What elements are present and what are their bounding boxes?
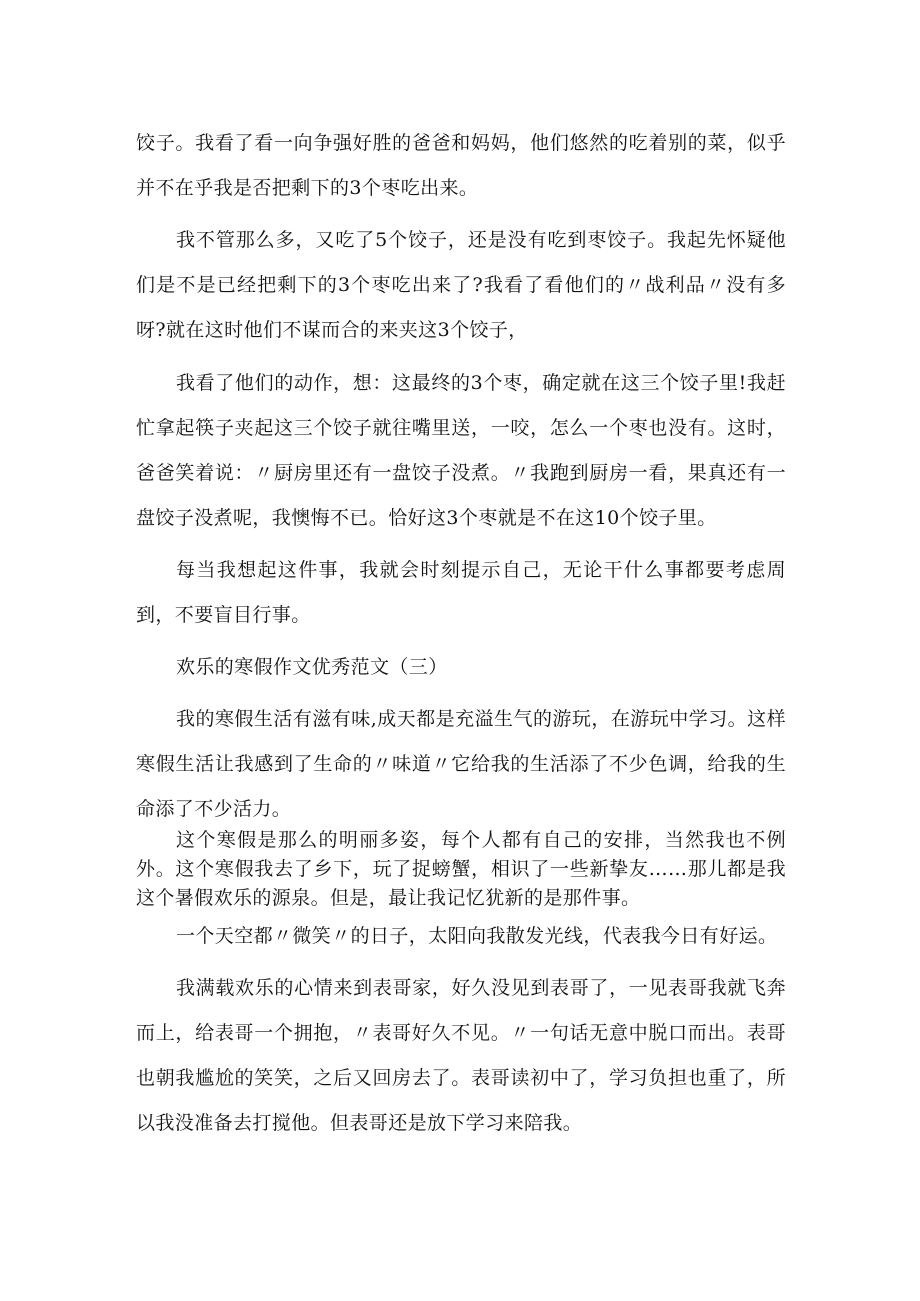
paragraph: 饺子。我看了看一向争强好胜的爸爸和妈妈，他们悠然的吃着别的菜，似乎并不在乎我是否把剩下的3个枣吃出来。	[136, 132, 786, 199]
paragraph: 我的寒假生活有滋有味,成天都是充溢生气的游玩，在游玩中学习。这样寒假生活让我感到了生命的〃味道〃它给我的生活添了不少色调，给我的生命添了不少活力。	[136, 708, 786, 820]
paragraph: 我满载欢乐的心情来到表哥家，好久没见到表哥了，一见表哥我就飞奔而上，给表哥一个拥抱，〃表哥好久不见。〃一句话无意中脱口而出。表哥也朝我尴尬的笑笑，之后又回房去了。表哥读初中了，学习负担也重了，所以我没准备去打搅他。但表哥还是放下学习来陪我。	[136, 977, 786, 1134]
section-title: 欢乐的寒假作文优秀范文（三）	[176, 656, 448, 678]
paragraph: 我看了他们的动作，想：这最终的3个枣，确定就在这三个饺子里!我赶忙拿起筷子夹起这三个饺子就往嘴里送，一咬，怎么一个枣也没有。这时，爸爸笑着说：〃厨房里还有一盘饺子没煮。〃我跑到厨房一看，果真还有一盘饺子没煮呢，我懊悔不已。恰好这3个枣就是不在这10个饺子里。	[136, 372, 786, 529]
paragraph: 我不管那么多，又吃了5个饺子，还是没有吃到枣饺子。我起先怀疑他们是不是已经把剩下的3个枣吃出来了?我看了看他们的〃战利品〃没有多呀?就在这时他们不谋而合的来夹这3个饺子，	[136, 229, 786, 341]
paragraph: 一个天空都〃微笑〃的日子，太阳向我散发光线，代表我今日有好运。	[176, 925, 778, 947]
paragraph: 每当我想起这件事，我就会时刻提示自己，无论干什么事都要考虑周到，不要盲目行事。	[136, 559, 786, 626]
paragraph: 这个寒假是那么的明丽多姿，每个人都有自己的安排，当然我也不例外。这个寒假我去了乡下，玩了捉螃蟹，相识了一些新挚友……那儿都是我这个暑假欢乐的源泉。但是，最让我记忆犹新的是那件事。	[136, 829, 786, 909]
